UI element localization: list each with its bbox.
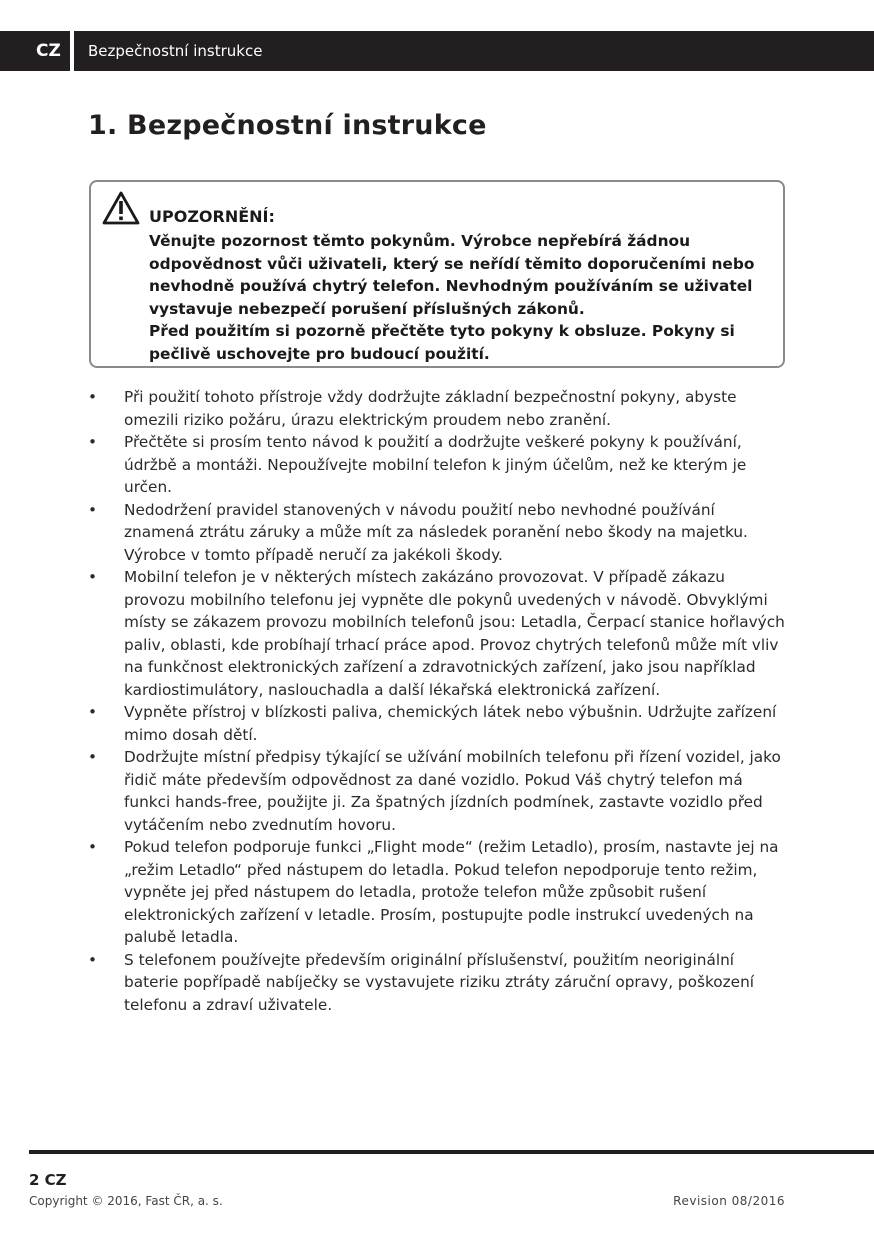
header-bar — [0, 31, 874, 71]
footer-divider — [29, 1150, 874, 1154]
warning-paragraph: Před použitím si pozorně přečtěte tyto pokyny k obsluze. Pokyny si pečlivě uschovejte pro budoucí použití. — [149, 322, 735, 363]
safety-instructions-list — [88, 386, 788, 1016]
list-item-text: Vypněte přístroj v blízkosti paliva, chemických látek nebo výbušnin. Udržujte zařízení mimo dosah dětí. — [124, 703, 777, 744]
page-number: 2 CZ — [29, 1171, 67, 1189]
bullet-marker: • — [88, 703, 98, 721]
list-item-text: Mobilní telefon je v některých místech zakázáno provozovat. V případě zákazu provozu mobilního telefonu jej vypněte dle pokynů uvedených v návodě. Obvyklými místy se zákazem provozu mobilních telefonů jsou: Letadla, Čerpací stanice hořlavých paliv, oblasti, kde probíhají trhací práce apod. Provoz chytrých telefonů může mít vliv na funkčnost elektronických zařízení a zdravotnických zařízení, jako jsou například kardiostimulátory, naslouchadla a další lékařská elektronická zařízení. — [124, 568, 785, 699]
list-item-text: Dodržujte místní předpisy týkající se užívání mobilních telefonu při řízení vozidel, jako řidič máte především odpovědnost za dané vozidlo. Pokud Váš chytrý telefon má funkci hands-free, použijte ji. Za špatných jízdních podmínek, zastavte vozidlo před vytáčením nebo zvednutím hovoru. — [124, 748, 781, 834]
warning-text — [149, 230, 777, 365]
list-item — [88, 701, 788, 746]
bullet-marker: • — [88, 433, 98, 451]
bullet-marker: • — [88, 388, 98, 406]
list-item — [88, 949, 788, 1017]
list-item-text: Nedodržení pravidel stanovených v návodu použití nebo nevhodné používání znamená ztrátu záruky a může mít za následek poranění nebo škody na majetku. Výrobce v tomto případě neručí za jakékoli škody. — [124, 500, 748, 564]
copyright-notice: Copyright © 2016, Fast ČR, a. s. — [29, 1194, 223, 1208]
list-item-text: Při použití tohoto přístroje vždy dodržujte základní bezpečnostní pokyny, abyste omezili riziko požáru, úrazu elektrickým proudem nebo zranění. — [124, 388, 737, 429]
bullet-marker: • — [88, 748, 98, 766]
warning-box — [89, 180, 785, 368]
list-item — [88, 566, 788, 701]
list-item-text: S telefonem používejte především originální příslušenství, použitím neoriginální baterie popřípadě nabíječky se vystavujete riziku ztráty záruční opravy, poškození telefonu a zdraví uživatele. — [124, 950, 755, 1014]
warning-triangle-icon — [101, 190, 141, 226]
warning-paragraph: Věnujte pozornost těmto pokynům. Výrobce nepřebírá žádnou odpovědnost vůči uživateli, který se neřídí těmito doporučeními nebo nevhodně používá chytrý telefon. Nevhodným používáním se uživatel vystavuje nebezpečí porušení příslušných zákonů. — [149, 232, 755, 318]
list-item — [88, 386, 788, 431]
page-title: 1. Bezpečnostní instrukce — [88, 110, 487, 141]
header-section-title: Bezpečnostní instrukce — [88, 42, 263, 60]
bullet-marker: • — [88, 950, 98, 969]
list-item — [88, 746, 788, 836]
list-item — [88, 836, 788, 949]
list-item — [88, 499, 788, 567]
warning-heading: UPOZORNĚNÍ: — [149, 207, 275, 226]
list-item-text: Pokud telefon podporuje funkci „Flight mode“ (režim Letadlo), prosím, nastavte jej na „režim Letadlo“ před nástupem do letadla. Pokud telefon nepodporuje tento režim, vypněte jej před nástupem do letadla, protože telefon může způsobit rušení elektronických zařízení v letadle. Prosím, postupujte podle instrukcí uvedených na palubě letadla. — [124, 838, 779, 946]
revision-label: Revision 08/2016 — [673, 1194, 785, 1208]
bullet-marker: • — [88, 838, 98, 856]
bullet-marker: • — [88, 568, 98, 586]
language-badge: CZ — [0, 31, 74, 71]
list-item-text: Přečtěte si prosím tento návod k použití a dodržujte veškeré pokyny k používání, údržbě a montáži. Nepoužívejte mobilní telefon k jiným účelům, než ke kterým je určen. — [124, 433, 747, 496]
list-item — [88, 431, 788, 499]
bullet-marker: • — [88, 500, 98, 519]
